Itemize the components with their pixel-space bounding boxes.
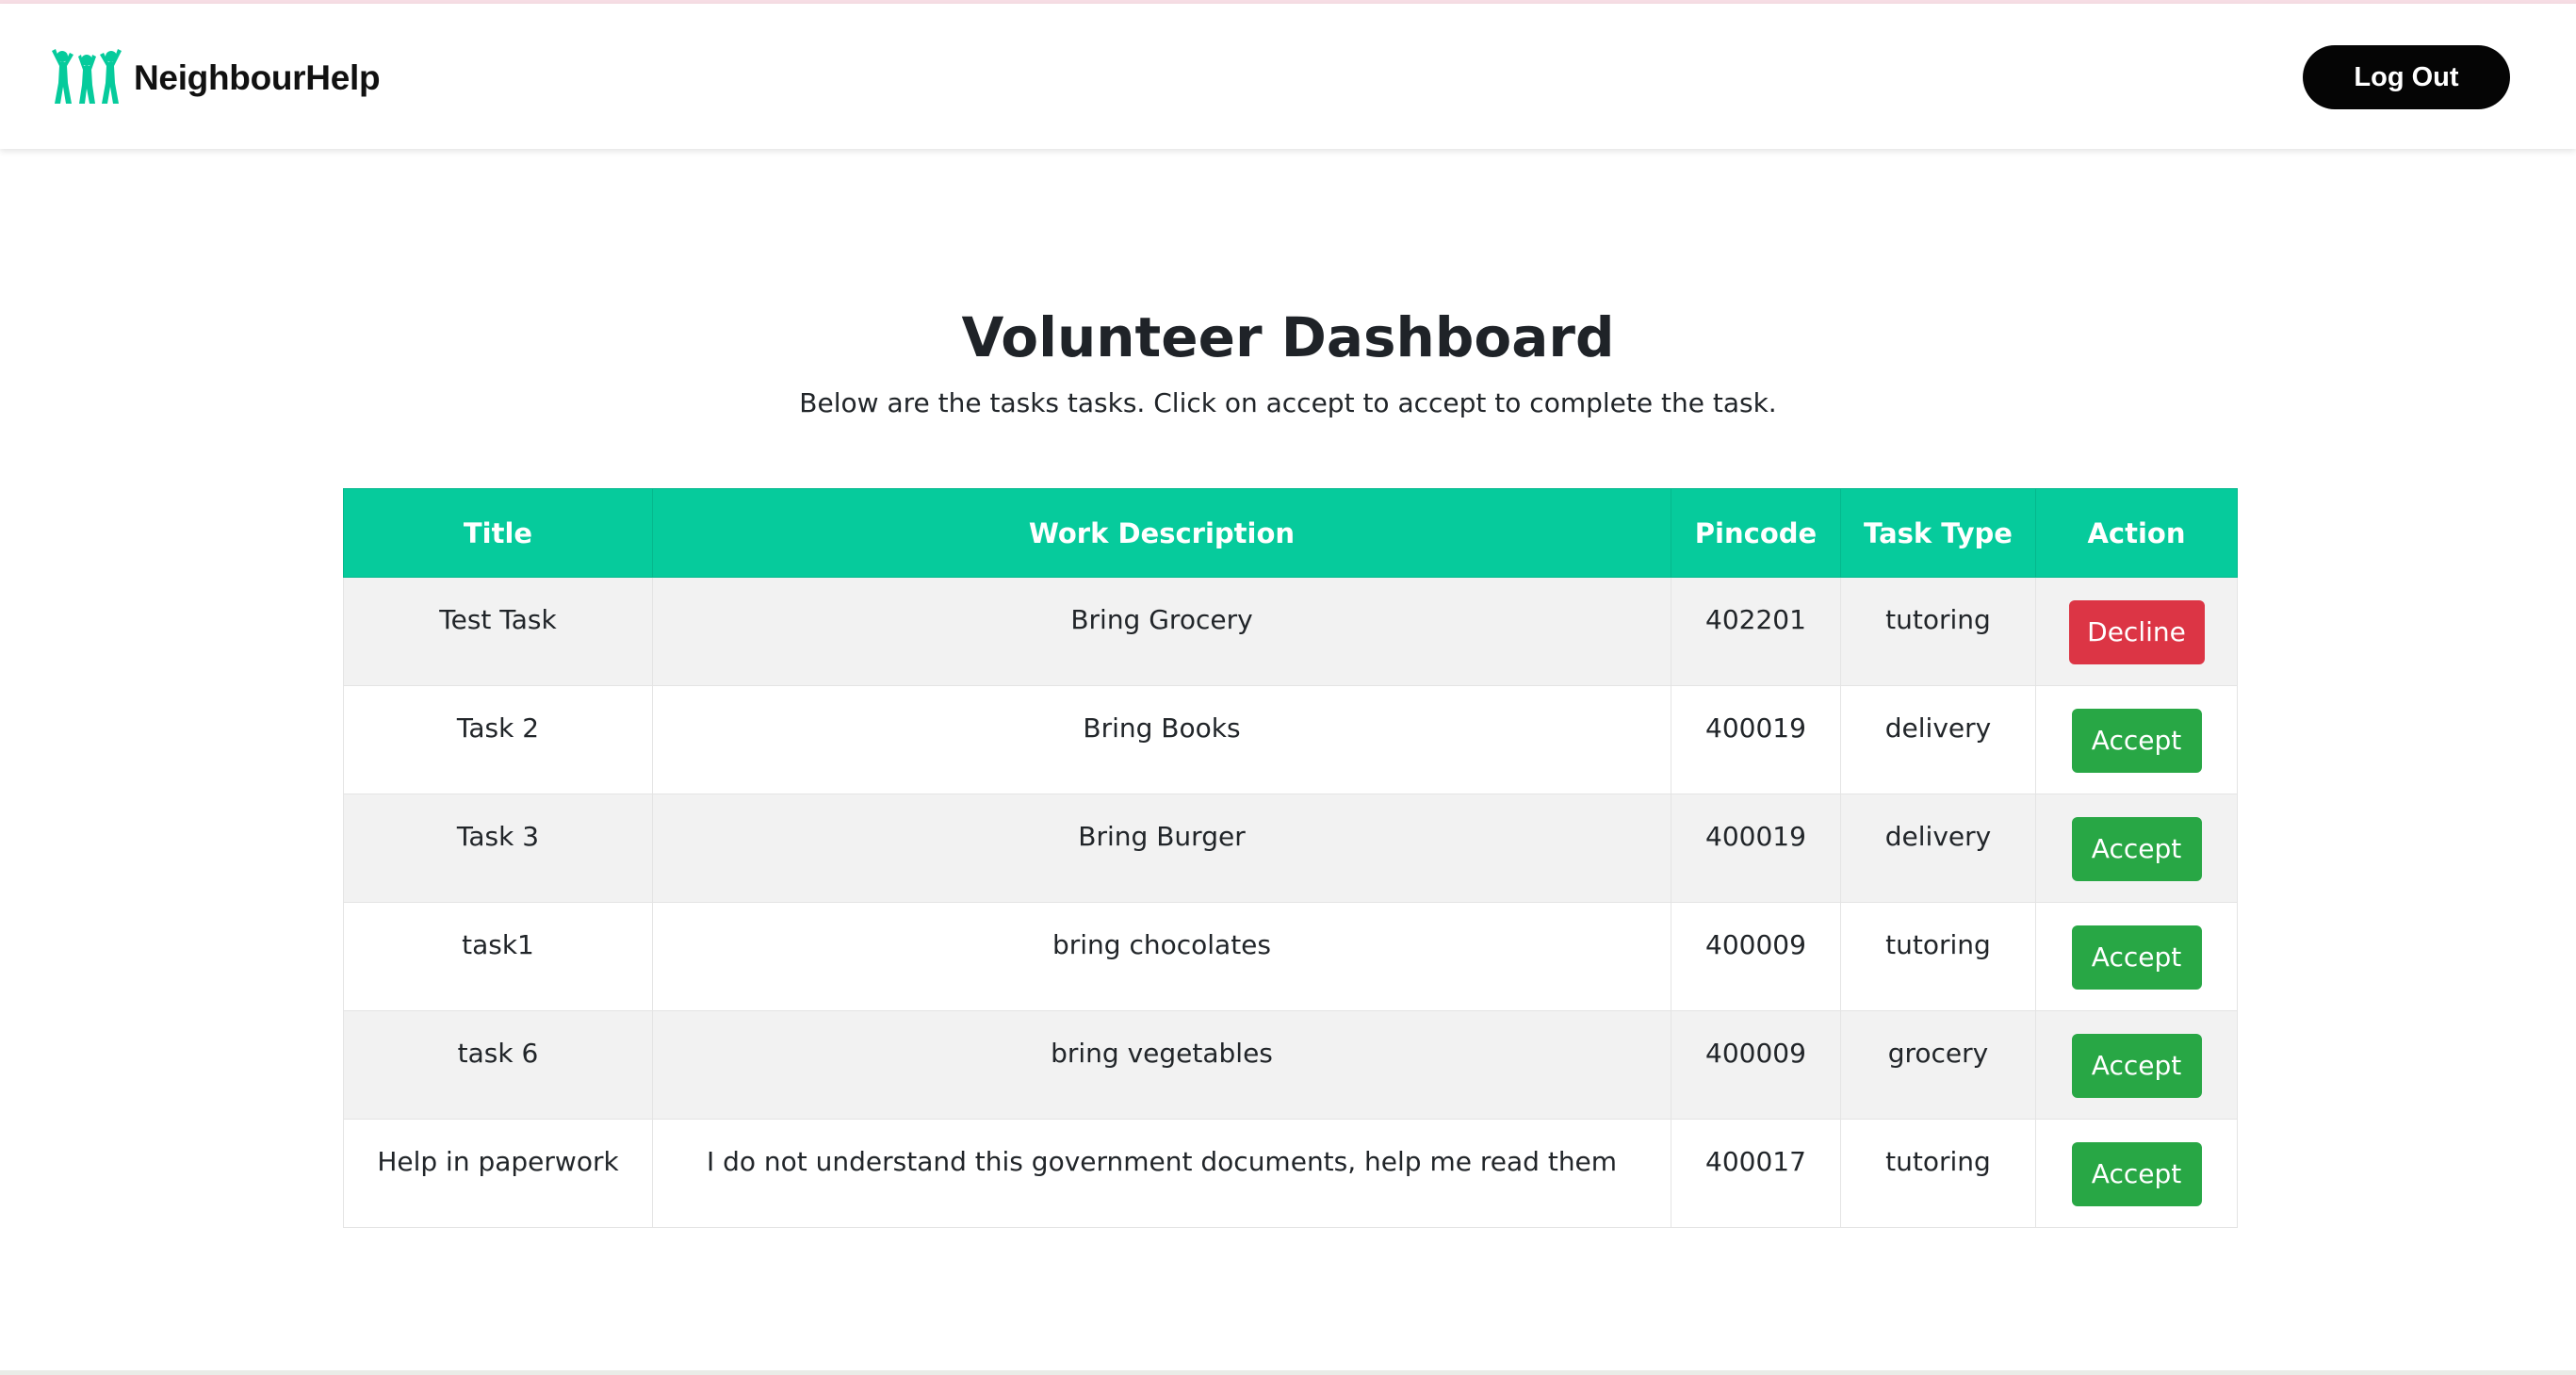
table-row [344,794,2238,903]
task-pincode: 400019 [1671,686,1841,794]
task-description: bring vegetables [653,1011,1671,1120]
page-title: Volunteer Dashboard [961,305,1615,369]
navbar [0,4,2576,149]
task-title: Test Task [344,578,653,686]
accept-button[interactable]: Accept [2072,1142,2202,1206]
task-type: delivery [1841,794,2036,903]
people-group-icon [49,45,124,111]
logout-button[interactable]: Log Out [2303,45,2510,109]
task-title: Task 3 [344,794,653,903]
decline-button[interactable]: Decline [2069,600,2205,664]
task-action-cell [2036,794,2238,903]
accept-button[interactable]: Accept [2072,709,2202,773]
task-pincode: 400009 [1671,903,1841,1011]
task-description: bring chocolates [653,903,1671,1011]
task-description: I do not understand this government documents, help me read them [653,1120,1671,1228]
table-row [344,686,2238,794]
task-pincode: 400017 [1671,1120,1841,1228]
table-row [344,1011,2238,1120]
task-type: delivery [1841,686,2036,794]
brand[interactable] [49,45,380,111]
table-row [344,1120,2238,1228]
task-pincode: 402201 [1671,578,1841,686]
task-title: Help in paperwork [344,1120,653,1228]
accept-button[interactable]: Accept [2072,925,2202,990]
table-row [344,578,2238,686]
task-description: Bring Grocery [653,578,1671,686]
column-header-description: Work Description [653,489,1671,578]
page-subtitle: Below are the tasks tasks. Click on accept to accept to complete the task. [799,387,1777,418]
bottom-border [0,1370,2576,1375]
task-title: task 6 [344,1011,653,1120]
task-type: grocery [1841,1011,2036,1120]
task-action-cell [2036,578,2238,686]
column-header-action: Action [2036,489,2238,578]
column-header-pincode: Pincode [1671,489,1841,578]
task-title: task1 [344,903,653,1011]
task-action-cell [2036,686,2238,794]
brand-name: NeighbourHelp [134,58,381,97]
task-type: tutoring [1841,903,2036,1011]
task-title: Task 2 [344,686,653,794]
column-header-task-type: Task Type [1841,489,2036,578]
table-header [344,489,2238,578]
accept-button[interactable]: Accept [2072,817,2202,881]
task-pincode: 400019 [1671,794,1841,903]
tasks-table [343,488,2238,1228]
task-type: tutoring [1841,1120,2036,1228]
column-header-title: Title [344,489,653,578]
task-action-cell [2036,903,2238,1011]
accept-button[interactable]: Accept [2072,1034,2202,1098]
table-row [344,903,2238,1011]
task-type: tutoring [1841,578,2036,686]
task-action-cell [2036,1011,2238,1120]
task-description: Bring Books [653,686,1671,794]
task-description: Bring Burger [653,794,1671,903]
task-pincode: 400009 [1671,1011,1841,1120]
task-action-cell [2036,1120,2238,1228]
